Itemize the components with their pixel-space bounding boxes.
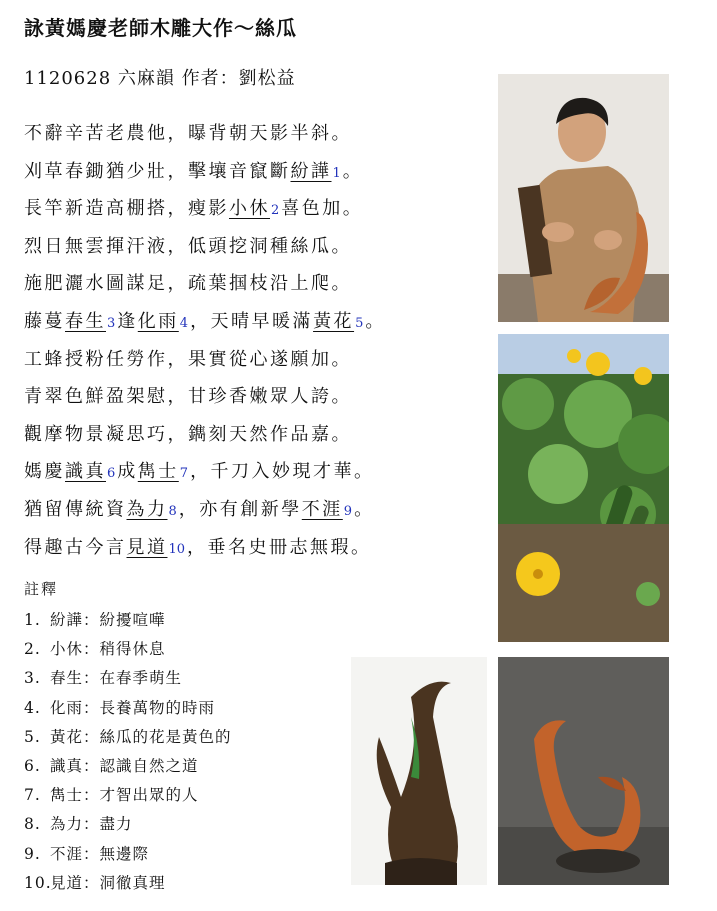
annotated-word: 為力 — [126, 498, 168, 520]
poem-line: 青翠色鮮盈架慰，甘珍香嫩眾人誇。 — [24, 386, 352, 408]
footnote-ref: 5 — [355, 315, 364, 331]
footnote-ref: 3 — [107, 315, 116, 331]
footnote-ref: 9 — [343, 503, 353, 519]
poem-line: 得趣古今言見道10 ，垂名史冊志無瑕。 — [24, 536, 372, 558]
loofah-plant-photo — [498, 334, 669, 642]
note-item: 2. 小休：稍得休息 — [24, 640, 166, 659]
note-item: 5. 黃花：絲瓜的花是黃色的 — [24, 727, 232, 746]
annotated-word: 小休 — [229, 198, 270, 220]
poem-line: 長竿新造高棚搭，瘦影小休2 喜色加。 — [24, 198, 364, 220]
poem-line: 刈草春鋤猶少壯，擊壤音竄斷紛譁1 。 — [24, 160, 364, 182]
annotated-word: 紛譁 — [290, 160, 332, 182]
note-item: 9. 不涯：無邊際 — [24, 844, 150, 863]
footnote-ref: 8 — [168, 503, 177, 519]
poem-line: 烈日無雲揮汗液，低頭挖洞種絲瓜。 — [24, 235, 352, 257]
note-item: 10.見道：洞徹真理 — [24, 873, 166, 892]
footnote-ref: 6 — [107, 466, 116, 482]
poem-line: 工蜂授粉任勞作，果實從心遂願加。 — [24, 348, 352, 370]
poem-line: 觀摩物景凝思巧，鐫刻天然作品嘉。 — [24, 423, 352, 445]
note-item: 3. 春生：在春季萌生 — [24, 669, 183, 688]
footnote-ref: 7 — [179, 466, 189, 482]
annotated-word: 識真 — [65, 461, 106, 483]
poem-line: 媽慶識真6 成雋士7 ，千刀入妙現才華。 — [24, 461, 375, 483]
annotated-word: 雋士 — [137, 461, 179, 483]
note-item: 7. 雋士：才智出眾的人 — [24, 786, 199, 805]
footnote-ref: 4 — [179, 315, 189, 331]
notes-list — [24, 608, 232, 900]
footnote-ref: 10 — [168, 541, 186, 557]
page-title: 詠黃媽慶老師木雕大作～絲瓜 — [24, 16, 297, 40]
poem-meta: 1120628 六麻韻 作者：劉松益 — [24, 68, 296, 89]
note-item: 8. 為力：盡力 — [24, 815, 133, 834]
poem-line: 不辭辛苦老農他，曝背朝天影半斜。 — [24, 123, 352, 144]
poem-line: 施肥灑水圖謀足，疏葉掴枝沿上爬。 — [24, 273, 352, 295]
poem-body — [24, 122, 386, 573]
note-item: 4. 化雨：長養萬物的時雨 — [24, 698, 216, 717]
poem-line: 藤蔓春生3 逢化雨4 ，天晴早暖滿黃花5 。 — [24, 310, 386, 332]
note-item: 1. 紛譁：紛擾喧嘩 — [24, 611, 166, 629]
annotated-word: 見道 — [126, 536, 168, 558]
orange-carving-photo — [498, 657, 669, 885]
note-item: 6. 識真：認識自然之道 — [24, 756, 199, 775]
annotated-word: 春生 — [65, 310, 106, 332]
footnote-ref: 2 — [271, 203, 280, 219]
annotated-word: 化雨 — [137, 310, 179, 332]
poem-line: 猶留傳統資為力8 ，亦有創新學不涯9 。 — [24, 498, 375, 520]
annotated-word: 不涯 — [301, 498, 343, 520]
notes-heading: 註釋 — [24, 580, 59, 598]
annotated-word: 黃花 — [313, 310, 355, 332]
footnote-ref: 1 — [332, 165, 341, 181]
dark-carving-photo — [351, 657, 487, 885]
carver-photo — [498, 74, 669, 322]
